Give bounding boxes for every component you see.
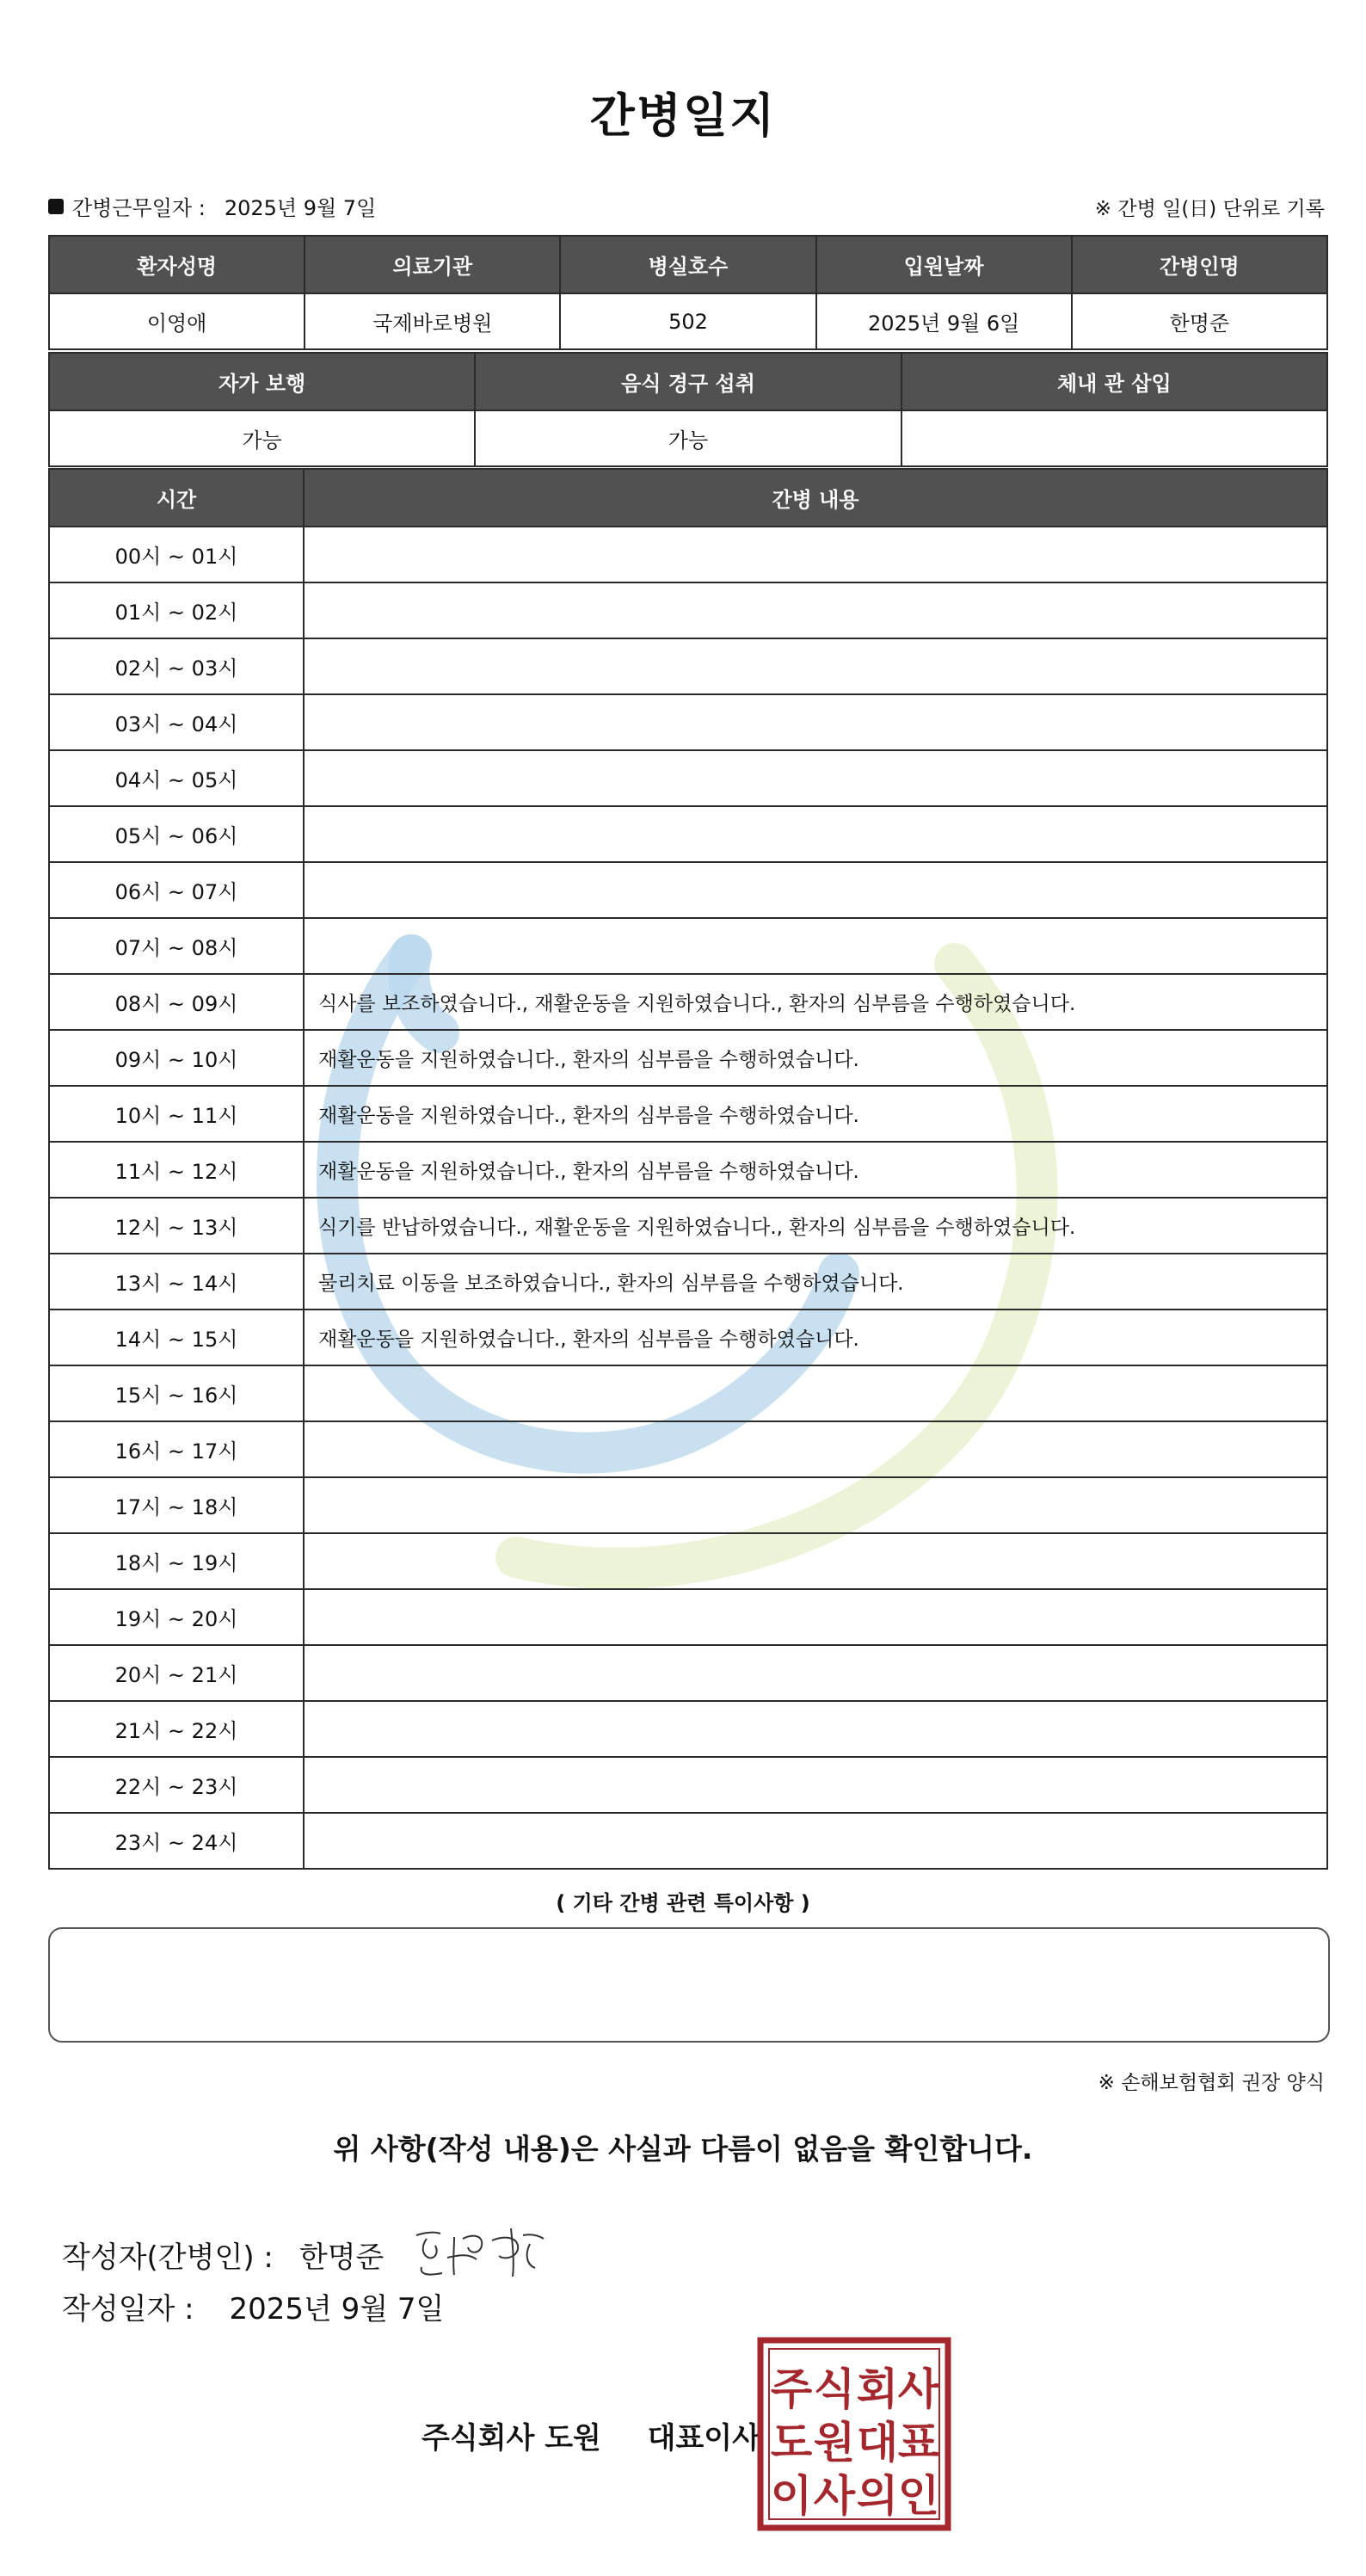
care-content-cell bbox=[304, 1365, 1327, 1421]
care-content-cell bbox=[304, 1813, 1327, 1869]
care-log-row bbox=[49, 1589, 1327, 1645]
care-content-cell: 재활운동을 지원하였습니다., 환자의 심부름을 수행하였습니다. bbox=[304, 1142, 1327, 1198]
company-seal-stamp bbox=[757, 2337, 951, 2531]
header-patient-name: 환자성명 bbox=[49, 236, 305, 293]
care-log-table bbox=[48, 468, 1328, 1870]
unit-note: ※ 간병 일(日) 단위로 기록 bbox=[1094, 198, 1325, 220]
time-slot-cell: 15시 ~ 16시 bbox=[49, 1365, 304, 1421]
svg-text:주: 주 bbox=[770, 2364, 813, 2414]
confirmation-statement: 위 사항(작성 내용)은 사실과 다름이 없음을 확인합니다. bbox=[333, 2132, 1033, 2166]
care-log-row bbox=[49, 1645, 1327, 1701]
care-content-cell bbox=[304, 1533, 1327, 1589]
patient-info-table bbox=[48, 235, 1328, 350]
time-slot-cell: 06시 ~ 07시 bbox=[49, 862, 304, 918]
tube-insertion-cell bbox=[901, 410, 1327, 466]
care-content-cell bbox=[304, 1421, 1327, 1477]
time-slot-cell: 20시 ~ 21시 bbox=[49, 1645, 304, 1701]
care-log-row bbox=[49, 1421, 1327, 1477]
time-slot-cell: 05시 ~ 06시 bbox=[49, 806, 304, 862]
handwritten-signature bbox=[409, 2220, 556, 2289]
time-slot-cell: 09시 ~ 10시 bbox=[49, 1030, 304, 1086]
svg-text:인: 인 bbox=[897, 2471, 940, 2521]
caregiver-name-cell: 한명준 bbox=[1072, 293, 1327, 349]
time-slot-cell: 00시 ~ 01시 bbox=[49, 527, 304, 582]
square-bullet-icon bbox=[48, 199, 64, 214]
self-walking-cell: 가능 bbox=[49, 410, 475, 466]
svg-text:의: 의 bbox=[856, 2471, 899, 2521]
header-oral-intake: 음식 경구 섭취 bbox=[475, 353, 901, 410]
company-name: 주식회사 도원 bbox=[421, 2421, 601, 2456]
header-tube-insertion: 체내 관 삽입 bbox=[901, 353, 1327, 410]
time-slot-cell: 13시 ~ 14시 bbox=[49, 1254, 304, 1310]
care-log-row bbox=[49, 862, 1327, 918]
care-content-cell bbox=[304, 806, 1327, 862]
care-content-cell bbox=[304, 527, 1327, 582]
notes-title: ( 기타 간병 관련 특이사항 ) bbox=[556, 1891, 810, 1915]
work-date-line bbox=[48, 191, 376, 221]
care-content-cell: 식사를 보조하였습니다., 재활운동을 지원하였습니다., 환자의 심부름을 수행하였습니다. bbox=[304, 974, 1327, 1030]
care-content-cell bbox=[304, 750, 1327, 806]
care-content-cell: 재활운동을 지원하였습니다., 환자의 심부름을 수행하였습니다. bbox=[304, 1310, 1327, 1365]
care-content-cell bbox=[304, 582, 1327, 638]
care-content-cell: 식기를 반납하였습니다., 재활운동을 지원하였습니다., 환자의 심부름을 수행하였습니다. bbox=[304, 1198, 1327, 1254]
institution-cell: 국제바로병원 bbox=[305, 293, 560, 349]
time-slot-cell: 23시 ~ 24시 bbox=[49, 1813, 304, 1869]
care-log-row bbox=[49, 1533, 1327, 1589]
header-caregiver-name: 간병인명 bbox=[1072, 236, 1327, 293]
care-content-cell bbox=[304, 638, 1327, 694]
care-content-cell: 물리치료 이동을 보조하였습니다., 환자의 심부름을 수행하였습니다. bbox=[304, 1254, 1327, 1310]
care-content-cell bbox=[304, 918, 1327, 974]
patient-info-value-row bbox=[49, 293, 1327, 349]
care-content-cell bbox=[304, 1589, 1327, 1645]
association-note: ※ 손해보험협회 권장 양식 bbox=[1098, 2072, 1325, 2094]
time-slot-cell: 17시 ~ 18시 bbox=[49, 1477, 304, 1533]
care-log-row bbox=[49, 1477, 1327, 1533]
admission-date-cell: 2025년 9월 6일 bbox=[816, 293, 1072, 349]
care-log-row bbox=[49, 582, 1327, 638]
time-slot-cell: 18시 ~ 19시 bbox=[49, 1533, 304, 1589]
care-log-row bbox=[49, 918, 1327, 974]
care-log-row bbox=[49, 1086, 1327, 1142]
oral-intake-cell: 가능 bbox=[475, 410, 901, 466]
time-slot-cell: 21시 ~ 22시 bbox=[49, 1701, 304, 1757]
time-slot-cell: 04시 ~ 05시 bbox=[49, 750, 304, 806]
svg-text:이: 이 bbox=[770, 2471, 813, 2521]
written-date-value: 2025년 9월 7일 bbox=[229, 2292, 445, 2326]
time-slot-cell: 08시 ~ 09시 bbox=[49, 974, 304, 1030]
care-log-row bbox=[49, 750, 1327, 806]
care-content-cell: 재활운동을 지원하였습니다., 환자의 심부름을 수행하였습니다. bbox=[304, 1086, 1327, 1142]
writer-line bbox=[62, 2220, 556, 2289]
patient-status-table bbox=[48, 352, 1328, 467]
svg-text:도: 도 bbox=[770, 2418, 813, 2468]
status-value-row bbox=[49, 410, 1327, 466]
care-log-row bbox=[49, 1254, 1327, 1310]
care-log-row bbox=[49, 1198, 1327, 1254]
work-date-label: 간병근무일자 : bbox=[72, 196, 206, 220]
page-title: 간병일지 bbox=[589, 89, 777, 143]
care-log-row bbox=[49, 1030, 1327, 1086]
svg-text:식: 식 bbox=[813, 2364, 856, 2414]
time-slot-cell: 12시 ~ 13시 bbox=[49, 1198, 304, 1254]
time-slot-cell: 22시 ~ 23시 bbox=[49, 1757, 304, 1813]
header-self-walking: 자가 보행 bbox=[49, 353, 475, 410]
care-log-row bbox=[49, 527, 1327, 582]
header-admission-date: 입원날짜 bbox=[816, 236, 1072, 293]
time-slot-cell: 14시 ~ 15시 bbox=[49, 1310, 304, 1365]
svg-text:표: 표 bbox=[897, 2418, 940, 2468]
ceo-title: 대표이사 bbox=[647, 2421, 760, 2456]
care-content-cell bbox=[304, 1477, 1327, 1533]
time-slot-cell: 03시 ~ 04시 bbox=[49, 694, 304, 750]
header-care-content: 간병 내용 bbox=[304, 469, 1327, 527]
time-slot-cell: 10시 ~ 11시 bbox=[49, 1086, 304, 1142]
svg-text:대: 대 bbox=[856, 2418, 899, 2468]
care-log-row bbox=[49, 1365, 1327, 1421]
written-date-line bbox=[62, 2285, 444, 2327]
care-content-cell bbox=[304, 862, 1327, 918]
writer-name: 한명준 bbox=[298, 2240, 385, 2275]
svg-text:원: 원 bbox=[813, 2418, 856, 2468]
care-log-row bbox=[49, 1142, 1327, 1198]
room-number-cell: 502 bbox=[560, 293, 815, 349]
company-line bbox=[421, 2414, 760, 2456]
care-log-row bbox=[49, 1701, 1327, 1757]
header-time: 시간 bbox=[49, 469, 304, 527]
care-log-row bbox=[49, 638, 1327, 694]
care-content-cell bbox=[304, 1757, 1327, 1813]
header-room-number: 병실호수 bbox=[560, 236, 815, 293]
care-log-row bbox=[49, 1813, 1327, 1869]
care-content-cell: 재활운동을 지원하였습니다., 환자의 심부름을 수행하였습니다. bbox=[304, 1030, 1327, 1086]
time-slot-cell: 01시 ~ 02시 bbox=[49, 582, 304, 638]
status-header-row bbox=[49, 353, 1327, 410]
care-log-row bbox=[49, 974, 1327, 1030]
header-institution: 의료기관 bbox=[305, 236, 560, 293]
patient-name-cell: 이영애 bbox=[49, 293, 305, 349]
time-slot-cell: 19시 ~ 20시 bbox=[49, 1589, 304, 1645]
time-slot-cell: 02시 ~ 03시 bbox=[49, 638, 304, 694]
time-slot-cell: 11시 ~ 12시 bbox=[49, 1142, 304, 1198]
care-content-cell bbox=[304, 694, 1327, 750]
work-date-value: 2025년 9월 7일 bbox=[224, 196, 377, 220]
patient-info-header-row bbox=[49, 236, 1327, 293]
care-log-row bbox=[49, 694, 1327, 750]
time-slot-cell: 16시 ~ 17시 bbox=[49, 1421, 304, 1477]
care-log-row bbox=[49, 806, 1327, 862]
written-date-label: 작성일자 : bbox=[62, 2292, 194, 2326]
notes-box bbox=[48, 1927, 1330, 2043]
care-log-row bbox=[49, 1310, 1327, 1365]
care-log-header-row bbox=[49, 469, 1327, 527]
care-content-cell bbox=[304, 1701, 1327, 1757]
time-slot-cell: 07시 ~ 08시 bbox=[49, 918, 304, 974]
writer-label: 작성자(간병인) : bbox=[62, 2240, 274, 2275]
care-content-cell bbox=[304, 1645, 1327, 1701]
svg-text:사: 사 bbox=[897, 2364, 940, 2414]
svg-text:사: 사 bbox=[813, 2471, 856, 2521]
svg-text:회: 회 bbox=[856, 2364, 899, 2414]
care-log-row bbox=[49, 1757, 1327, 1813]
